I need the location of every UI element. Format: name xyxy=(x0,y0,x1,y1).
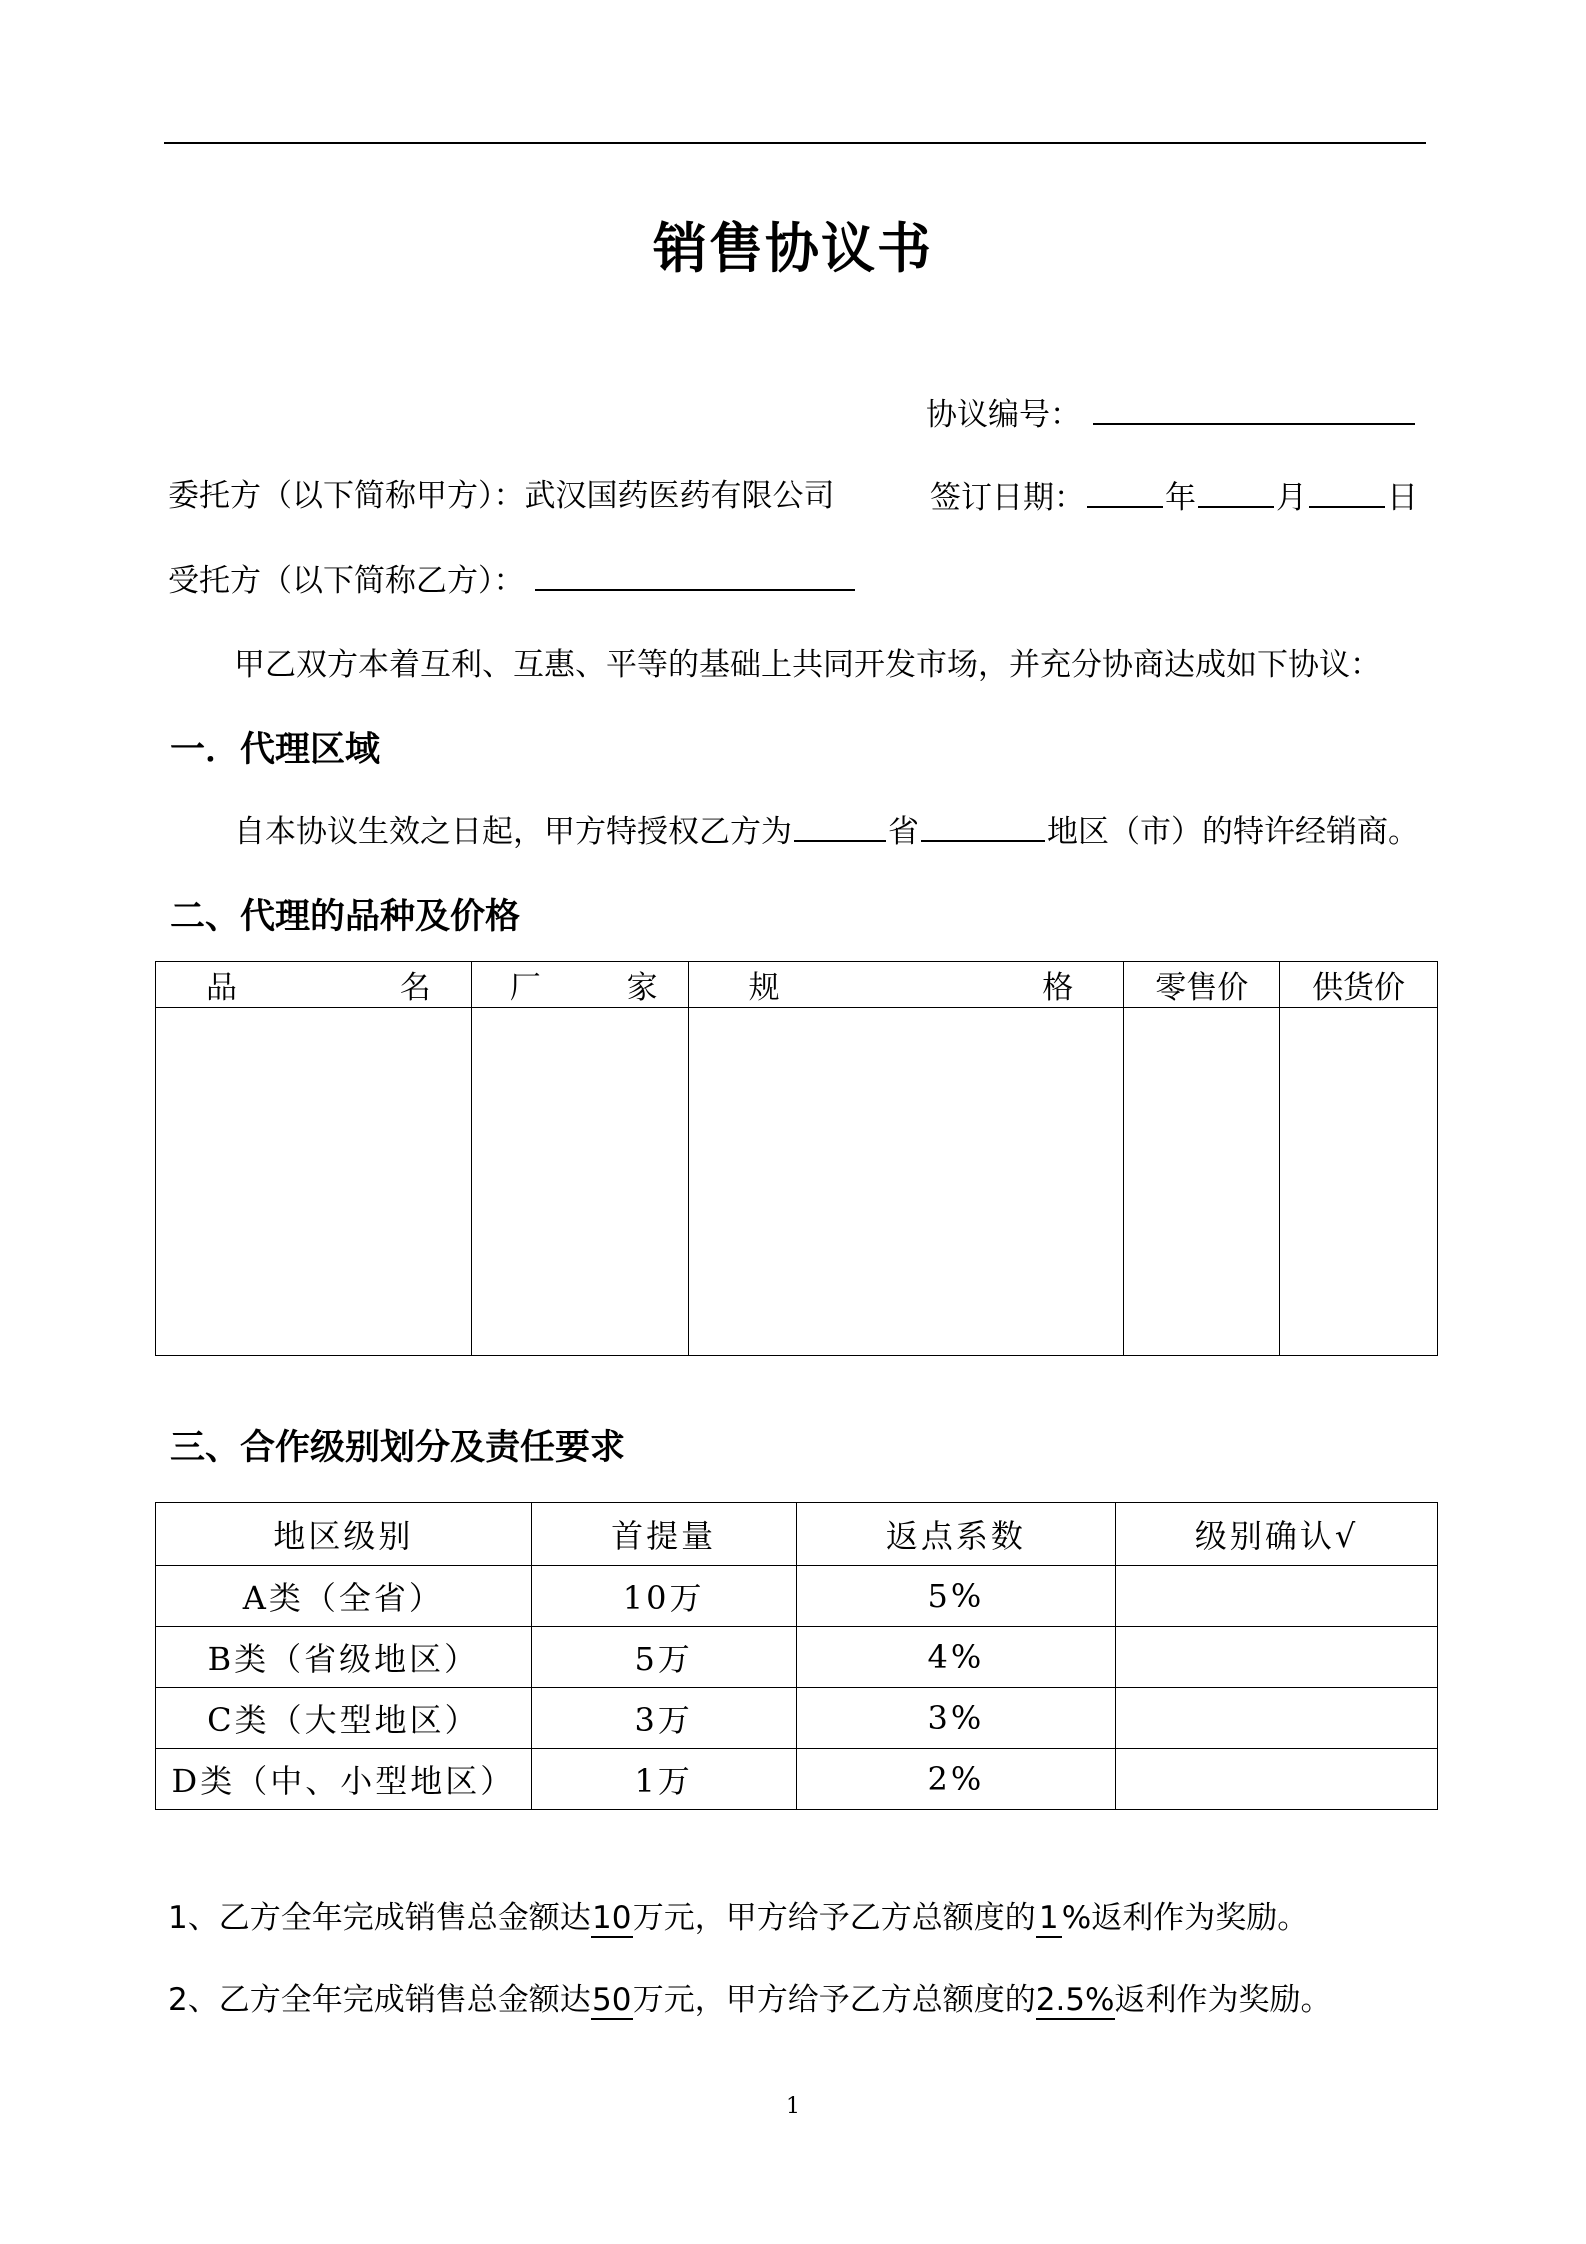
first-order-amount: 3万 xyxy=(531,1688,796,1749)
month-label: 月 xyxy=(1276,480,1307,516)
party-a-label: 委托方（以下简称甲方）： xyxy=(168,478,525,514)
product-name-cell[interactable] xyxy=(156,1008,472,1356)
agreement-no-label: 协议编号： xyxy=(926,397,1081,433)
rebate-rate: 4% xyxy=(796,1627,1116,1688)
level-name: B类（省级地区） xyxy=(156,1627,532,1688)
party-b-row xyxy=(168,559,857,601)
level-confirm-cell[interactable] xyxy=(1116,1627,1438,1688)
retail-price-cell[interactable] xyxy=(1124,1008,1280,1356)
level-row-a xyxy=(156,1566,1438,1627)
party-a-row xyxy=(168,476,835,516)
level-row-d xyxy=(156,1749,1438,1810)
level-table-header xyxy=(156,1503,1438,1566)
party-a-name: 武汉国药医药有限公司 xyxy=(524,478,835,514)
section1-text-c: 地区（市）的特许经销商。 xyxy=(1047,814,1419,850)
region-field[interactable] xyxy=(921,810,1045,842)
day-label: 日 xyxy=(1387,480,1418,516)
col-manufacturer: 厂 家 xyxy=(471,962,688,1008)
rule-2-text-b: 万元，甲方给予乙方总额度的 xyxy=(632,1982,1036,2018)
level-confirm-cell[interactable] xyxy=(1116,1749,1438,1810)
rebate-rate: 2% xyxy=(796,1749,1116,1810)
first-order-amount: 5万 xyxy=(531,1627,796,1688)
rule-1-text-c: %返利作为奖励。 xyxy=(1061,1900,1309,1936)
col-supply-price: 供货价 xyxy=(1280,962,1438,1008)
header-rule xyxy=(164,142,1426,144)
product-table-body xyxy=(156,1008,1438,1356)
rebate-rate: 3% xyxy=(796,1688,1116,1749)
agreement-no-field[interactable] xyxy=(1093,393,1415,425)
rule-2-text-a: 2、乙方全年完成销售总金额达 xyxy=(168,1982,591,2018)
section2-heading: 二、代理的品种及价格 xyxy=(170,897,521,937)
sign-date-row xyxy=(930,476,1418,518)
rule-2-amount[interactable]: 50 xyxy=(592,1982,632,2018)
level-row-b xyxy=(156,1627,1438,1688)
agreement-no-row xyxy=(926,393,1417,435)
sign-day-field[interactable] xyxy=(1309,476,1385,508)
party-b-field[interactable] xyxy=(535,559,855,591)
col-retail-price: 零售价 xyxy=(1124,962,1280,1008)
col-rebate-rate: 返点系数 xyxy=(796,1503,1116,1566)
col-region-level: 地区级别 xyxy=(156,1503,532,1566)
rule-1-text-a: 1、乙方全年完成销售总金额达 xyxy=(168,1900,591,1936)
level-row-c xyxy=(156,1688,1438,1749)
section3-heading: 三、合作级别划分及责任要求 xyxy=(170,1428,626,1468)
first-order-amount: 1万 xyxy=(531,1749,796,1810)
spec-cell[interactable] xyxy=(688,1008,1124,1356)
section1-text-a: 自本协议生效之日起，甲方特授权乙方为 xyxy=(234,814,792,850)
rule-2-rate[interactable]: 2.5% xyxy=(1035,1982,1115,2018)
sign-year-field[interactable] xyxy=(1087,476,1163,508)
level-name: D类（中、小型地区） xyxy=(156,1749,532,1810)
level-confirm-cell[interactable] xyxy=(1116,1566,1438,1627)
first-order-amount: 10万 xyxy=(531,1566,796,1627)
col-spec: 规 格 xyxy=(688,962,1124,1008)
party-b-label: 受托方（以下简称乙方）： xyxy=(168,563,525,599)
sign-date-label: 签订日期： xyxy=(930,480,1085,516)
sign-month-field[interactable] xyxy=(1198,476,1274,508)
manufacturer-cell[interactable] xyxy=(471,1008,688,1356)
col-level-confirm: 级别确认√ xyxy=(1116,1503,1438,1566)
intro-paragraph: 甲乙双方本着互利、互惠、平等的基础上共同开发市场，并充分协商达成如下协议： xyxy=(234,647,1381,683)
level-confirm-cell[interactable] xyxy=(1116,1688,1438,1749)
document-title: 销售协议书 xyxy=(653,217,933,280)
supply-price-cell[interactable] xyxy=(1280,1008,1438,1356)
province-field[interactable] xyxy=(794,810,886,842)
rule-1-rate[interactable]: 1 xyxy=(1036,1900,1062,1938)
rebate-rate: 5% xyxy=(796,1566,1116,1627)
rule-1-amount[interactable]: 10 xyxy=(592,1900,632,1936)
col-product-name: 品 名 xyxy=(156,962,472,1008)
product-table-header xyxy=(156,962,1438,1008)
rule-2 xyxy=(168,1980,1332,2020)
rule-2-text-c: 返利作为奖励。 xyxy=(1114,1982,1332,2018)
section1-paragraph xyxy=(234,810,1419,852)
year-label: 年 xyxy=(1165,480,1196,516)
level-name: C类（大型地区） xyxy=(156,1688,532,1749)
rule-1-text-b: 万元，甲方给予乙方总额度的 xyxy=(632,1900,1036,1936)
level-name: A类（全省） xyxy=(156,1566,532,1627)
rule-1 xyxy=(168,1898,1308,1938)
page-number: 1 xyxy=(786,2094,800,2119)
section1-text-b: 省 xyxy=(888,814,919,850)
cooperation-level-table xyxy=(155,1502,1438,1810)
col-first-order: 首提量 xyxy=(531,1503,796,1566)
product-price-table xyxy=(155,961,1438,1356)
section1-heading: 一．代理区域 xyxy=(170,730,381,770)
